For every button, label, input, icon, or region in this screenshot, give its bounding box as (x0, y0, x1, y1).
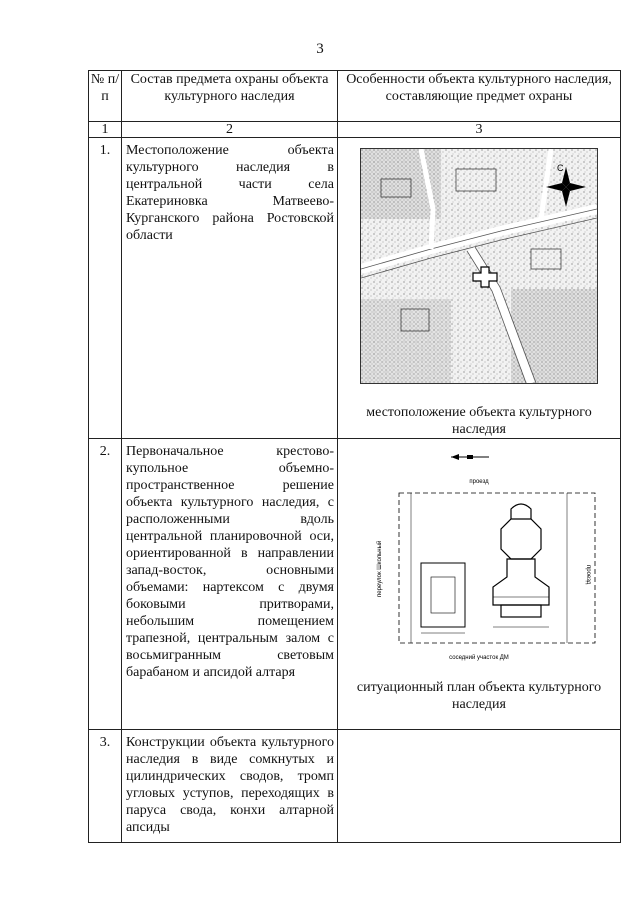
heritage-table (88, 70, 621, 843)
header-features: Особенности объекта культурного наследия, составляющие предмет охраны (338, 71, 621, 122)
column-number-row (89, 122, 621, 138)
table-row (89, 439, 621, 730)
row-text: Местоположение объекта культурного наследия в центральной части села Екатериновка Матвеево-Курганского района Ростовской области (122, 138, 338, 439)
table-row (89, 730, 621, 843)
figure-cell (338, 138, 621, 439)
row-text: Конструкции объекта культурного наследия в виде сомкнутых и цилиндрических сводов, тромп угловых уступов, переходящих в паруса свода, конхи алтарной апсиды (122, 730, 338, 843)
top-street-label: проезд (469, 479, 489, 485)
location-map (360, 148, 598, 384)
row-text: Первоначальное крестово-купольное объемно-пространственное решение объекта культурного наследия, с расположенными вдоль центральной планировочной оси, ориентированной в направлении запад-восток, основными объемами: нартексом с двумя боковыми притворами, небольшим помещением трапезной, центральным залом с восьмигранным световым барабаном и апсидой алтаря (122, 439, 338, 730)
column-number: 2 (122, 122, 338, 138)
figure-caption: местоположение объекта культурного наследия (366, 405, 592, 437)
row-number: 3. (89, 730, 122, 843)
row-number: 2. (89, 439, 122, 730)
figure-cell (338, 730, 621, 843)
figure-cell (338, 439, 621, 730)
site-plan (351, 447, 607, 679)
column-number: 3 (338, 122, 621, 138)
row-number: 1. (89, 138, 122, 439)
header-composition: Состав предмета охраны объекта культурного наследия (122, 71, 338, 122)
column-number: 1 (89, 122, 122, 138)
north-arrow-icon (451, 454, 489, 460)
left-street-label: переулок Школьный (377, 540, 383, 597)
header-number: № п/п (89, 71, 122, 122)
table-row (89, 138, 621, 439)
figure-caption: ситуационный план объекта культурного наследия (356, 680, 602, 712)
table-header-row (89, 71, 621, 122)
page-number: 3 (316, 41, 324, 57)
compass-label: C (557, 163, 564, 173)
bottom-neighbor-label: соседний участок ДМ (449, 655, 509, 661)
right-street-label: проезд (585, 565, 591, 585)
